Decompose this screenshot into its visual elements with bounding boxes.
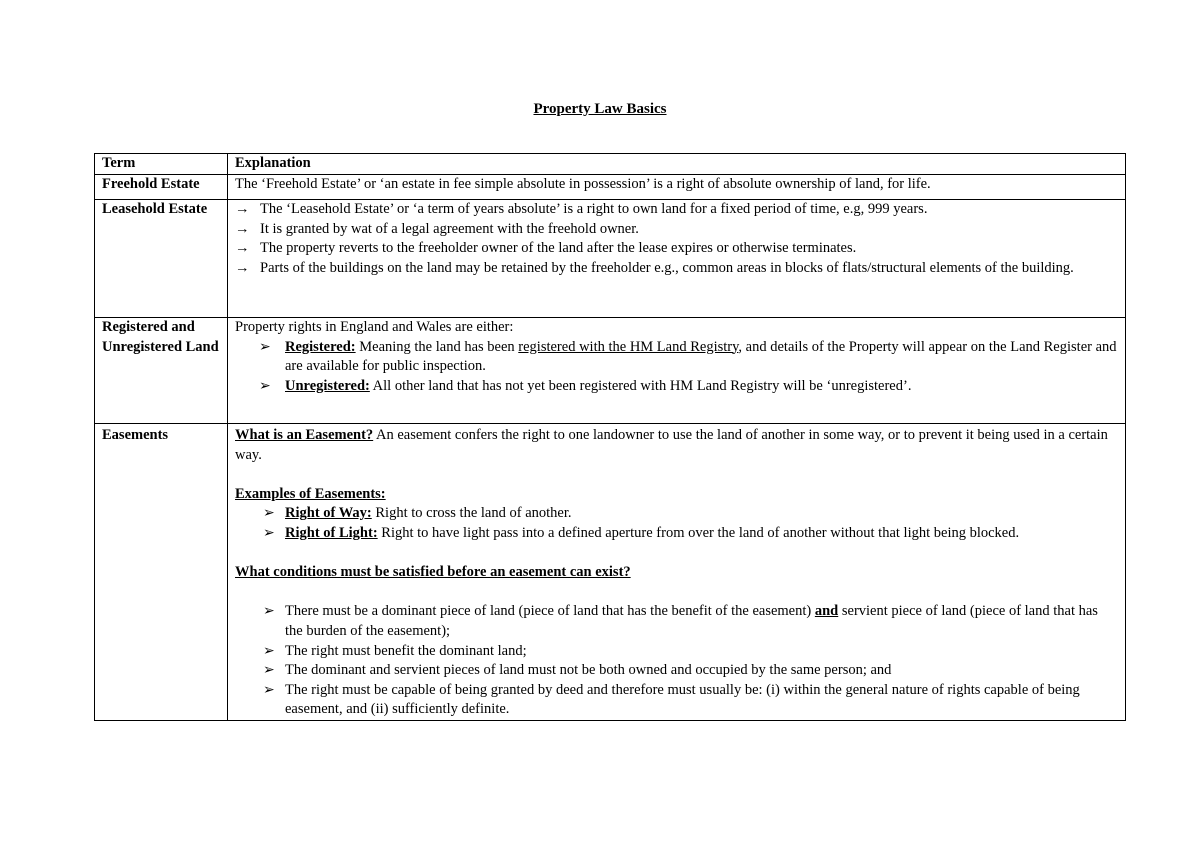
arrow-right-icon: → bbox=[235, 259, 250, 276]
arrowhead-bullet-icon: ➢ bbox=[263, 663, 275, 679]
list-item: ➢ Right of Way: Right to cross the land of another. bbox=[235, 504, 1118, 524]
list-item: ➢ Registered: Meaning the land has been registered with the HM Land Registry, and details of the Property will appear on the Land Register and are available for public inspection. bbox=[259, 338, 1117, 375]
arrowhead-bullet-icon: ➢ bbox=[263, 682, 275, 698]
and-emphasis: and bbox=[814, 603, 839, 620]
right-of-light-label: Right of Light: bbox=[285, 524, 378, 541]
term-registered: Registered and Unregistered Land bbox=[95, 318, 228, 424]
page-title: Property Law Basics bbox=[533, 101, 667, 117]
explanation-leasehold bbox=[228, 200, 1126, 318]
leasehold-list bbox=[235, 200, 1118, 278]
list-item: ➢ The dominant and servient pieces of land must not be both owned and occupied by the same person; and bbox=[235, 661, 1118, 681]
list-item: ➢ The right must be capable of being granted by deed and therefore must usually be: (i) within the general nature of rights capable of being easement, and (ii) sufficiently definite. bbox=[263, 681, 1080, 718]
right-of-way-label: Right of Way: bbox=[285, 505, 372, 522]
easement-definition: What is an Easement? An easement confers the right to one landowner to use the land of another in some way, or to prevent it being used in a certain way. bbox=[235, 427, 1108, 463]
examples-list bbox=[235, 504, 1118, 543]
list-item: ➢ Unregistered: All other land that has not yet been registered with HM Land Registry will be ‘unregistered’. bbox=[235, 377, 1118, 397]
explanation-registered bbox=[228, 318, 1126, 424]
arrowhead-bullet-icon: ➢ bbox=[263, 643, 275, 659]
term-freehold: Freehold Estate bbox=[95, 175, 228, 200]
list-item: ➢ There must be a dominant piece of land (piece of land that has the benefit of the easement) and servient piece of land (piece of land that has the burden of the easement); bbox=[263, 603, 1098, 639]
explanation-easements bbox=[228, 424, 1126, 721]
registered-label: Registered: bbox=[285, 338, 356, 355]
arrowhead-bullet-icon: ➢ bbox=[263, 604, 275, 620]
list-item: → Parts of the buildings on the land may be retained by the freeholder e.g., common areas in blocks of flats/structural elements of the building. bbox=[235, 259, 1118, 279]
registered-list bbox=[235, 338, 1118, 397]
arrowhead-bullet-icon: ➢ bbox=[263, 506, 275, 522]
arrow-right-icon: → bbox=[235, 240, 250, 257]
term-leasehold: Leasehold Estate bbox=[95, 200, 228, 318]
registered-intro: Property rights in England and Wales are either: bbox=[235, 319, 514, 335]
arrow-right-icon: → bbox=[235, 201, 250, 217]
term-easements: Easements bbox=[95, 424, 228, 721]
easement-question: What is an Easement? bbox=[235, 427, 374, 443]
row-easements bbox=[95, 424, 1126, 721]
list-item: ➢ Right of Light: Right to have light pass into a defined aperture from over the land of another without that light being blocked. bbox=[235, 524, 1118, 544]
row-freehold bbox=[95, 175, 1126, 200]
list-item: ➢ The right must benefit the dominant land; bbox=[235, 642, 1118, 662]
list-item: → The property reverts to the freeholder owner of the land after the lease expires or otherwise terminates. bbox=[235, 239, 1118, 259]
conditions-heading: What conditions must be satisfied before an easement can exist? bbox=[235, 564, 631, 581]
explanation-freehold: The ‘Freehold Estate’ or ‘an estate in fee simple absolute in possession’ is a right of absolute ownership of land, for life. bbox=[228, 175, 1126, 200]
arrowhead-bullet-icon: ➢ bbox=[259, 378, 271, 394]
unregistered-label: Unregistered: bbox=[285, 377, 370, 394]
examples-heading: Examples of Easements: bbox=[235, 485, 386, 502]
property-law-table bbox=[94, 153, 1126, 721]
row-leasehold bbox=[95, 200, 1126, 318]
list-item: → It is granted by wat of a legal agreement with the freehold owner. bbox=[235, 220, 1118, 240]
list-item: → The ‘Leasehold Estate’ or ‘a term of years absolute’ is a right to own land for a fixed period of time, e.g, 999 years. bbox=[235, 200, 1118, 220]
conditions-list bbox=[235, 602, 1118, 720]
header-row bbox=[95, 154, 1126, 175]
row-registered bbox=[95, 318, 1126, 424]
arrow-right-icon: → bbox=[235, 220, 250, 237]
arrowhead-bullet-icon: ➢ bbox=[259, 339, 271, 355]
land-registry-text: registered with the HM Land Registry bbox=[518, 338, 739, 355]
header-explanation: Explanation bbox=[228, 154, 1126, 175]
arrowhead-bullet-icon: ➢ bbox=[263, 525, 275, 541]
header-term: Term bbox=[95, 154, 228, 175]
